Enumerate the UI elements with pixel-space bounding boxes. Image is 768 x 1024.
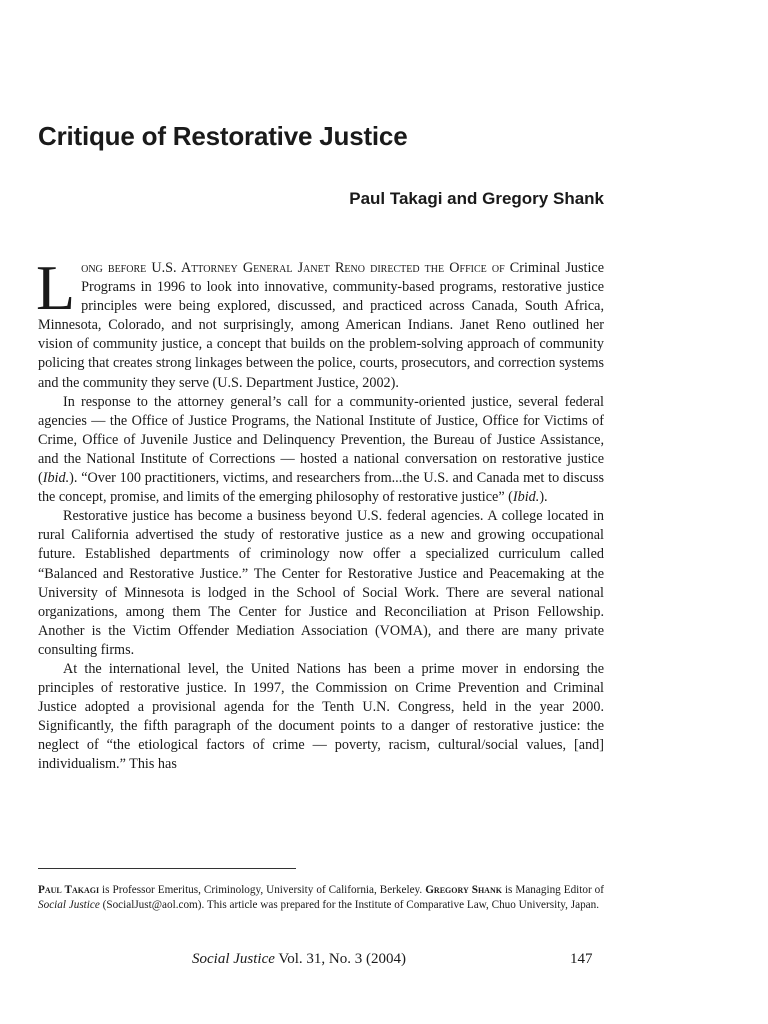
journal-volume: Vol. 31, No. 3 (2004) xyxy=(274,951,407,967)
opening-small-caps: ong before U.S. Attorney General Janet Reno directed the Office of xyxy=(81,260,505,276)
drop-cap: L xyxy=(36,252,76,323)
paragraph-2-text-c: ). xyxy=(539,489,548,506)
article-body xyxy=(36,252,604,775)
footnote-author-2-desc-a: is Managing Editor of xyxy=(501,884,604,896)
paragraph-1-text: Criminal Justice Programs in 1996 to look into innovative, community-based programs, restorative justice principles were being explored, discussed, and practiced across Canada, South Africa, Minnesota, Colorado, and not surprisingly, among American Indians. Janet Reno outlined her vision of community justice, a concept that builds on the problem-solving approach of community policing that creates strong linkages between the police, courts, prosecutors, and correction systems and the community they serve (U.S. Department Justice, 2002). xyxy=(38,260,604,391)
author-footnote xyxy=(38,883,604,912)
paragraph-1 xyxy=(36,252,604,393)
article-title: Critique of Restorative Justice xyxy=(38,121,408,151)
footnote-author-1: Paul Takagi xyxy=(38,884,100,896)
journal-name: Social Justice xyxy=(192,951,275,967)
paragraph-4: At the international level, the United Nations has been a prime mover in endorsing the principles of restorative justice. In 1997, the Commission on Crime Prevention and Criminal Justice adopted a provisional agenda for the Tenth U.N. Congress, held in the year 2000. Significantly, the fifth paragraph of the document points to a danger of restorative justice: the neglect of “the etiological factors of crime — poverty, racism, cultural/social values, [and] individualism.” This has xyxy=(38,660,604,773)
ibid-citation: Ibid. xyxy=(512,489,540,506)
journal-citation xyxy=(192,951,406,968)
footnote-author-1-desc: is Professor Emeritus, Criminology, University of California, Berkeley. xyxy=(99,884,426,896)
footnote-journal-name: Social Justice xyxy=(38,898,100,911)
paragraph-3: Restorative justice has become a business beyond U.S. federal agencies. A college located in rural California advertised the study of restorative justice as a new and growing occupational future. Established departments of criminology now offer a specialized curriculum called “Balanced and Restorative Justice.” The Center for Restorative Justice and Peacemaking at the University of Minnesota is lodged in the School of Social Work. There are several national organizations, among them The Center for Justice and Reconciliation at Prison Fellowship. Another is the Victim Offender Mediation Association (VOMA), and there are many private consulting firms. xyxy=(38,508,604,658)
page-number: 147 xyxy=(570,951,593,967)
footnote-divider xyxy=(38,868,296,869)
paragraph-2 xyxy=(38,393,604,508)
footnote-author-2: Gregory Shank xyxy=(425,884,502,896)
paragraph-2-text-a: In response to the attorney general’s call for a community-oriented justice, several federal agencies — the Office of Justice Programs, the National Institute of Justice, Office for Victims of Crime, Office of Juvenile Justice and Delinquency Prevention, the Bureau of Justice Assistance, and the National Institute of Corrections — hosted a national conversation on restorative justice ( xyxy=(38,393,604,487)
ibid-citation: Ibid. xyxy=(42,470,70,487)
paragraph-2-text-b: ). “Over 100 practitioners, victims, and researchers from...the U.S. and Canada met to discuss the concept, promise, and limits of the emerging philosophy of restorative justice” ( xyxy=(38,470,604,506)
article-authors: Paul Takagi and Gregory Shank xyxy=(349,189,604,208)
footnote-author-2-desc-b: (SocialJust@aol.com). This article was prepared for the Institute of Comparative Law, Chuo University, Japan. xyxy=(99,898,600,911)
